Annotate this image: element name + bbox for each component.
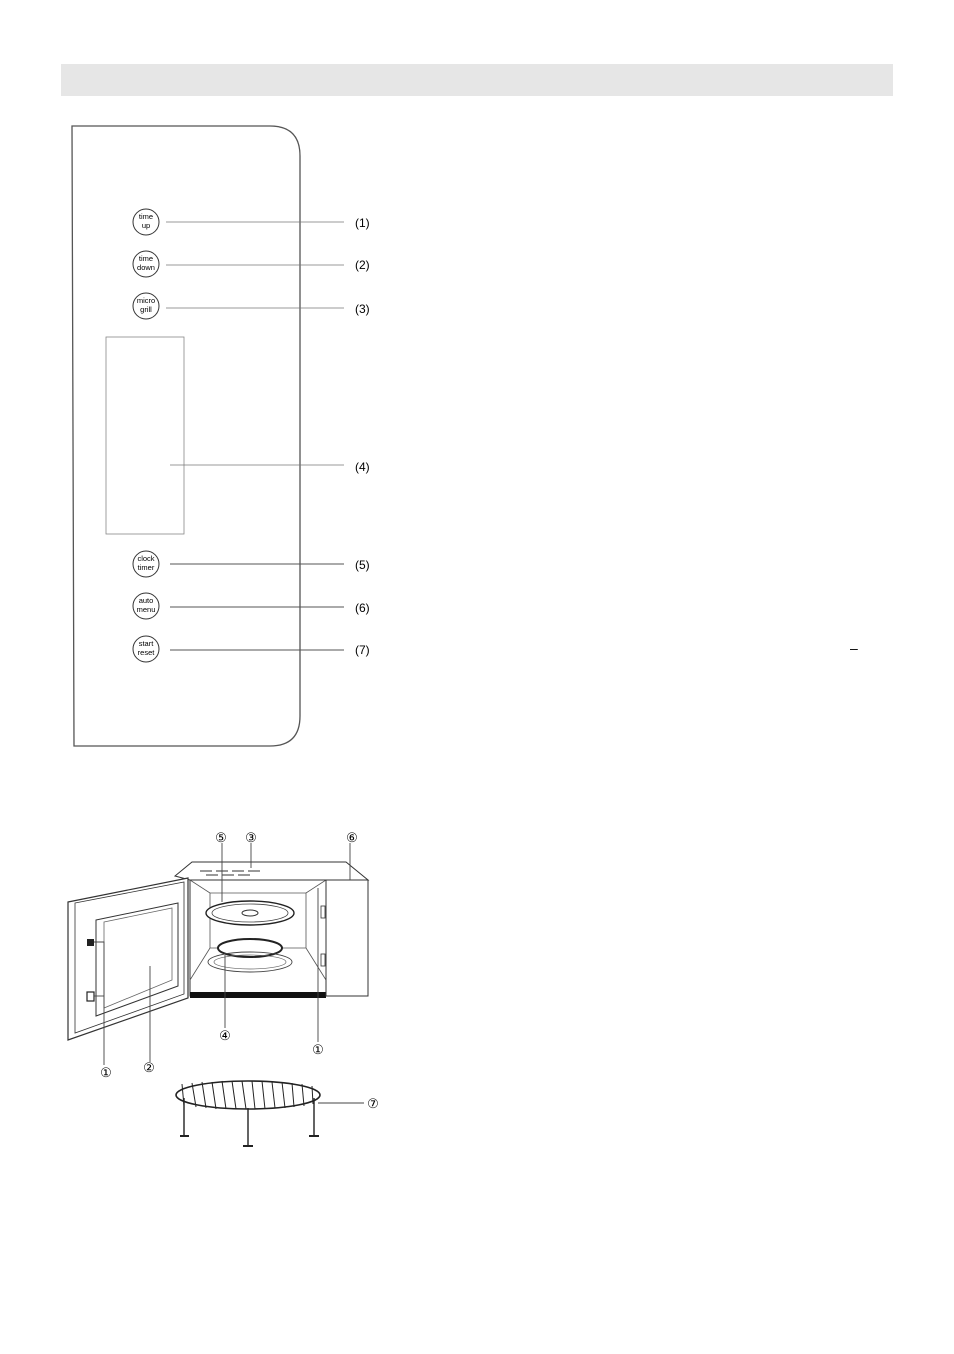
grill-rack xyxy=(176,1081,320,1146)
control-panel-diagram xyxy=(60,118,390,758)
oven-base-strip xyxy=(190,992,326,998)
label-grill-rack: ⑦ xyxy=(367,1096,379,1111)
turntable-plate xyxy=(206,901,294,925)
label-control-panel: ⑥ xyxy=(346,830,358,845)
svg-text:timer: timer xyxy=(137,563,155,572)
door-latch-lower xyxy=(87,992,94,1001)
svg-text:menu: menu xyxy=(136,605,156,614)
label-turntable: ⑤ xyxy=(215,830,227,845)
label-roller-ring: ④ xyxy=(219,1028,231,1043)
callout-3: (3) xyxy=(355,302,370,316)
label-top-vent: ③ xyxy=(245,830,257,845)
label-door-window: ② xyxy=(143,1060,155,1075)
svg-text:time: time xyxy=(138,212,154,221)
time-down-button[interactable] xyxy=(133,251,159,277)
oven-parts-diagram xyxy=(60,822,390,1152)
label-door-latch-left: ① xyxy=(100,1065,112,1080)
section-header-bar xyxy=(61,64,893,96)
roller-ring xyxy=(218,939,282,957)
svg-text:grill: grill xyxy=(140,305,152,314)
clock-timer-button[interactable] xyxy=(133,551,159,577)
oven-control-side xyxy=(326,880,368,996)
callout-1: (1) xyxy=(355,216,370,230)
svg-text:reset: reset xyxy=(137,648,155,657)
svg-text:auto: auto xyxy=(138,596,154,605)
callout-4: (4) xyxy=(355,460,370,474)
start-reset-button[interactable] xyxy=(133,636,159,662)
svg-text:micro: micro xyxy=(136,296,156,305)
callout-6: (6) xyxy=(355,601,370,615)
svg-text:down: down xyxy=(137,263,155,272)
svg-text:clock: clock xyxy=(137,554,155,563)
display-window xyxy=(106,337,184,534)
callout-2: (2) xyxy=(355,258,370,272)
svg-text:time: time xyxy=(138,254,154,263)
label-door-latch-right: ① xyxy=(312,1042,324,1057)
auto-menu-button[interactable] xyxy=(133,593,159,619)
micro-grill-button[interactable] xyxy=(133,293,159,319)
callout-5: (5) xyxy=(355,558,370,572)
time-up-button[interactable] xyxy=(133,209,159,235)
svg-text:up: up xyxy=(141,221,151,230)
callout-7: (7) xyxy=(355,643,370,657)
stray-dash-mark: – xyxy=(850,640,858,656)
door-latch-upper xyxy=(87,939,94,946)
svg-text:start: start xyxy=(138,639,154,648)
